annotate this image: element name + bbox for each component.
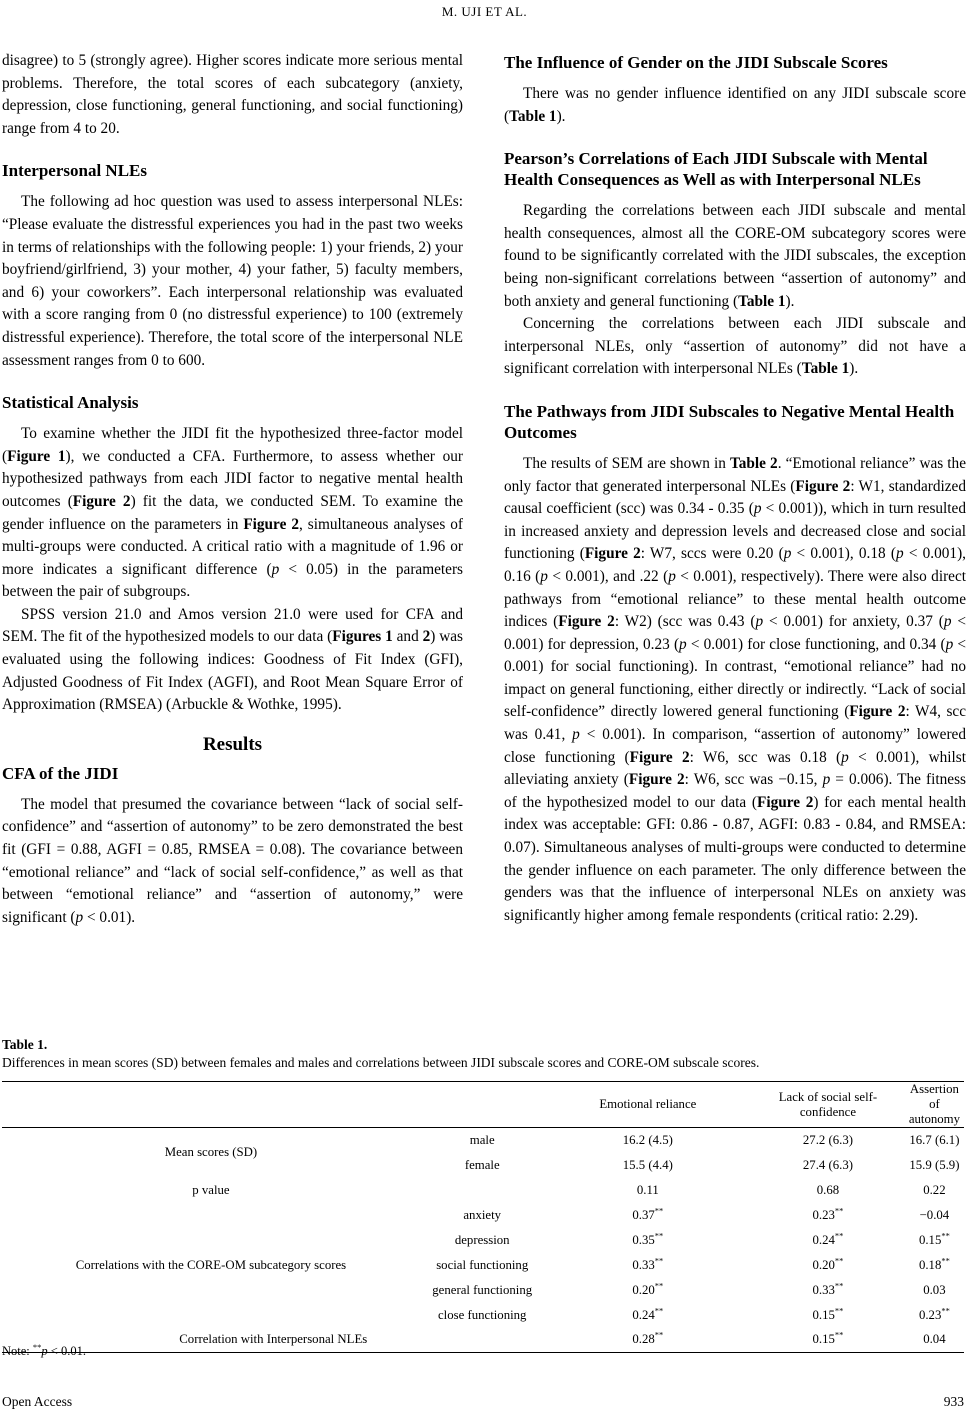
results-table (2, 1081, 964, 1353)
figure-2-ref: Figure 2 (756, 793, 814, 811)
row-label: close functioning (437, 1307, 527, 1322)
cell-value: 0.28 (632, 1332, 655, 1347)
table-cell: 0.22 (923, 1182, 946, 1197)
table-header-cell: Emotional reliance (599, 1097, 697, 1111)
text-run: Concerning the correlations between each JIDI subscale and interpersonal NLEs, only “assertion of autonomy” did not have a significant correlation with interpersonal NLEs ( (504, 315, 966, 378)
row-group-label: Mean scores (SD) (164, 1145, 258, 1160)
table-cell (905, 1278, 964, 1303)
text-run: < 0.001), whilst alleviating anxiety ( (504, 748, 966, 789)
table-cell (751, 1303, 905, 1328)
significance-marker: ** (834, 1255, 844, 1266)
table-cell (751, 1203, 905, 1228)
heading-results: Results (202, 733, 263, 755)
footer-open-access: Open Access (2, 1394, 73, 1409)
table-cell: 27.2 (6.3) (802, 1132, 854, 1147)
p-symbol: p (895, 545, 904, 563)
text-run: There was no gender influence identified on any JIDI subscale score ( (504, 85, 966, 125)
text-run: : W7, sccs were 0.20 ( (640, 545, 784, 563)
text-run: : W6, scc was 0.18 ( (689, 748, 842, 766)
table-cell (751, 1228, 905, 1253)
figure-2-ref: 2 (422, 628, 431, 646)
significance-marker: ** (654, 1205, 664, 1216)
pearson-paragraph-1 (504, 200, 966, 313)
row-label: general functioning (432, 1282, 533, 1297)
text-run: : W2) (scc was 0.43 ( (614, 613, 756, 631)
intro-paragraph: disagree) to 5 (strongly agree). Higher scores indicate more serious mental problems. Therefore, the total scores of each subcategory (anxiety, depression, close functioning, general functioning, and social functioning) range from 4 to 20. (2, 52, 463, 137)
table-caption (2, 1036, 964, 1072)
text-run: ) fit the data, we conducted SEM. To examine the gender influence on the parameters in (2, 492, 464, 533)
table-header-empty (2, 1082, 545, 1128)
cell-value: 0.03 (923, 1282, 946, 1297)
text-run: . “Emotional reliance” was the only factor that generated interpersonal NLEs ( (504, 454, 966, 495)
table-cell: 0.11 (636, 1182, 659, 1197)
figures-ref: Figures 1 (332, 628, 393, 646)
cell-value: 0.23 (918, 1307, 942, 1322)
row-group-label: Correlations with the CORE-OM subcategory scores (75, 1257, 347, 1272)
significance-marker: ** (834, 1205, 844, 1216)
gender-paragraph (504, 83, 966, 128)
table-cell (905, 1228, 964, 1253)
table-cell (545, 1228, 752, 1253)
significance-marker: ** (834, 1329, 844, 1340)
row-label: depression (454, 1232, 510, 1247)
table-header-cell: Lack of social self-confidence (778, 1089, 878, 1119)
text-run: : W6, scc was −0.15, (684, 771, 823, 789)
p-symbol: p (75, 908, 84, 926)
text-run: To examine whether the JIDI fit the hypothesized three-factor model ( (2, 425, 463, 465)
p-symbol: p (755, 613, 764, 631)
significance-marker: ** (654, 1329, 664, 1340)
figure-2-ref: Figure 2 (558, 613, 615, 631)
figure-2-ref: Figure 2 (795, 477, 851, 495)
table-row (2, 1328, 964, 1353)
heading-cfa: CFA of the JIDI (2, 763, 119, 783)
figure-2-ref: Figure 2 (628, 771, 685, 789)
text-run: < 0.01). (83, 908, 136, 926)
row-label: male (469, 1132, 495, 1147)
p-symbol: p (540, 567, 548, 585)
sem-paragraph (504, 453, 966, 927)
text-run: < 0.05) in the parameters between the pair of subgroups. (2, 560, 463, 601)
cell-value: −0.04 (919, 1207, 950, 1222)
table-cell (545, 1278, 752, 1303)
table-row (2, 1178, 964, 1203)
nles-paragraph: The following ad hoc question was used to assess interpersonal NLEs: “Please evaluate the distressful experiences you had in the past two weeks in terms of relationships with the following people: 1) your friends, 2) your boyfriend/girlfriend, 3) your mother, 4) your father, 5) faculty members, and 6) your coworkers”. Each interpersonal relationship was evaluated with a score ranging from 0 (no distressful experience) to 100 (extremely distressful experience). Therefore, the total score of the interpersonal NLE assessment ranges from 0 to 600. (2, 193, 463, 369)
text-run: Regarding the correlations between each JIDI subscale and mental health consequences, almost all the CORE-OM subcategory scores were found to be significantly correlated with the JIDI subscales, the exception being non-significant correlations between “assertion of autonomy” and both anxiety and general functioning ( (504, 202, 966, 310)
text-run: ). (849, 360, 859, 378)
table-1-ref: Table 1 (509, 107, 557, 125)
table-cell (905, 1328, 964, 1353)
significance-marker: ** (654, 1305, 664, 1316)
table-1-ref: Table 1 (738, 292, 786, 310)
text-run: : W1, standardized causal coefficient (scc) was 0.34 - 0.35 ( (504, 477, 966, 518)
p-symbol: p (943, 613, 952, 631)
cell-value: 0.04 (923, 1332, 946, 1347)
table-2-ref: Table 2 (729, 454, 778, 472)
cell-value: 0.15 (812, 1332, 835, 1347)
significance-marker: ** (834, 1280, 844, 1291)
figure-2-ref: Figure 2 (72, 492, 131, 510)
text-run: < 0.001) for depression, 0.23 ( (504, 613, 967, 653)
text-run: The model that presumed the covariance between “lack of social self-confidence” and “assertion of autonomy” to be zero demonstrated the best fit (GFI = 0.88, AGFI = 0.85, RMSEA = 0.08). The covariance between “emotional reliance” and “lack of social self-confidence,” as well as that between “emotional reliance” and “assertion of autonomy,” were significant ( (2, 795, 463, 926)
text-run: < 0.001), 0.18 ( (791, 545, 896, 563)
cell-value: 0.18 (918, 1257, 942, 1272)
table-cell (545, 1203, 752, 1228)
left-column (2, 50, 463, 929)
significance-marker: ** (654, 1230, 664, 1241)
cell-value: 0.20 (812, 1257, 835, 1272)
p-symbol: p (41, 1344, 48, 1359)
p-symbol: p (753, 500, 762, 518)
note-marker: ** (32, 1342, 42, 1352)
row-group-label: Correlation with Interpersonal NLEs (179, 1332, 368, 1347)
text-run: and (392, 628, 423, 646)
row-label: social functioning (436, 1257, 529, 1272)
figure-2-ref: Figure 2 (629, 748, 690, 766)
stats-paragraph-1 (2, 423, 463, 604)
table-caption-text: Differences in mean scores (SD) between females and males and correlations between JIDI subscale scores and CORE-OM subscale scores. (2, 1055, 760, 1070)
row-label: anxiety (463, 1207, 502, 1222)
running-head: M. UJI ET AL. (441, 4, 528, 19)
note-suffix: < 0.01. (47, 1344, 86, 1359)
text-run: The results of SEM are shown in (523, 454, 730, 472)
text-run: < 0.001), and .22 ( (547, 567, 669, 585)
text-run: < 0.001), 0.16 ( (504, 545, 966, 585)
table-row (2, 1128, 964, 1153)
cell-value: 0.24 (632, 1307, 655, 1322)
text-run: < 0.001) for anxiety, 0.37 ( (763, 613, 944, 631)
significance-marker: ** (834, 1230, 844, 1241)
text-run: < 0.001)), which in turn resulted in increased anxiety and depression levels and decreased close and social functioning ( (504, 500, 966, 563)
p-symbol: p (945, 635, 954, 653)
row-label: female (464, 1157, 500, 1172)
figure-2-ref: Figure 2 (849, 703, 906, 721)
significance-marker: ** (941, 1230, 950, 1241)
table-cell: 27.4 (6.3) (802, 1157, 854, 1172)
text-run: < 0.001) for social functioning). In contrast, “emotional reliance” had no impact on general functioning, either directly or indirectly. “Lack of social self-confidence” directly lowered general functioning ( (504, 635, 966, 721)
text-run: < 0.001). In comparison, “assertion of autonomy” lowered close functioning ( (504, 726, 966, 766)
table-cell: 16.7 (6.1) (909, 1132, 960, 1147)
cfa-paragraph (2, 794, 463, 930)
cell-value: 0.23 (812, 1207, 835, 1222)
table-1-ref: Table 1 (801, 360, 850, 378)
significance-marker: ** (834, 1305, 844, 1316)
table-cell: 15.9 (5.9) (909, 1157, 960, 1172)
p-symbol: p (841, 748, 849, 766)
row-label-empty (420, 1178, 545, 1203)
table-cell (751, 1328, 905, 1353)
table-cell: 0.68 (816, 1182, 840, 1197)
cell-value: 0.15 (812, 1307, 835, 1322)
figure-2-ref: Figure 2 (584, 545, 641, 563)
significance-marker: ** (654, 1255, 664, 1266)
cell-value: 0.33 (812, 1282, 835, 1297)
figure-1-ref: Figure 1 (7, 447, 66, 465)
text-run: ). (556, 107, 566, 125)
table-note (2, 1342, 86, 1359)
significance-marker: ** (654, 1280, 664, 1291)
text-run: SPSS version 21.0 and Amos version 21.0 were used for CFA and SEM. The fit of the hypothesized models to our data ( (2, 605, 463, 646)
cell-value: 0.37 (632, 1207, 655, 1222)
table-cell (751, 1253, 905, 1278)
heading-gender-influence: The Influence of Gender on the JIDI Subscale Scores (504, 53, 888, 72)
heading-pathways: The Pathways from JIDI Subscales to Negative Mental Health Outcomes (504, 401, 955, 442)
table-label: Table 1. (2, 1037, 48, 1052)
right-column (504, 52, 966, 927)
text-run: , simultaneous analyses of multi-groups were conducted. A critical ratio with a magnitude of 1.96 or more indicates a significant difference ( (2, 515, 463, 578)
p-symbol: p (271, 560, 280, 578)
row-group-label: p value (192, 1182, 230, 1197)
figure-2-ref: Figure 2 (243, 515, 299, 533)
text-run: < 0.001), respectively). There were also direct pathways from “emotional reliance” to these mental health outcome indices ( (504, 567, 966, 631)
table-header-cell: Assertion of autonomy (908, 1082, 960, 1126)
p-symbol: p (668, 567, 676, 585)
pearson-paragraph-2 (504, 313, 966, 381)
text-run: ), we conducted a CFA. Furthermore, to assess whether our hypothesized pathways from each JIDI factor to negative mental health outcomes ( (2, 447, 463, 510)
table-cell (545, 1253, 752, 1278)
text-run: : W4, scc was 0.41, (504, 703, 966, 744)
table-cell (905, 1253, 964, 1278)
p-symbol: p (783, 545, 792, 563)
text-run: ) was evaluated using the following indices: Goodness of Fit Index (GFI), Adjusted Goodness of Fit Index (AGFI), and Root Mean Square Error of Approximation (RMSEA) (Arbuckle & Wothke, 1995). (2, 628, 463, 714)
significance-marker: ** (941, 1305, 950, 1316)
text-run: = 0.006). The fitness of the hypothesized model to our data ( (504, 771, 966, 811)
note-prefix: Note: (2, 1344, 33, 1359)
table-cell (545, 1303, 752, 1328)
cell-value: 0.35 (632, 1232, 655, 1247)
stats-paragraph-2 (2, 604, 463, 717)
heading-interpersonal-nles: Interpersonal NLEs (2, 161, 147, 181)
heading-pearson-correlations: Pearson’s Correlations of Each JIDI Subscale with Mental Health Consequences as Well as with Interpersonal NLEs (504, 149, 928, 190)
table-cell (905, 1203, 964, 1228)
table-header-row (2, 1082, 964, 1128)
cell-value: 0.15 (918, 1232, 942, 1247)
p-symbol: p (679, 635, 687, 653)
page-number: 933 (943, 1394, 964, 1409)
p-symbol: p (822, 771, 831, 789)
table-cell: 16.2 (4.5) (622, 1132, 673, 1147)
text-run: ) for each mental health index was acceptable: GFI: 0.86 - 0.87, AGFI: 0.83 - 0.84, and RMSEA: 0.07). Simultaneous analyses of multi-groups were conducted to determine the gender influence on each parameter. The only difference between the genders was that the influence of interpersonal NLEs on anxiety was significantly higher among female respondents (critical ratio: 2.29). (504, 793, 967, 924)
table-row (2, 1203, 964, 1228)
table-cell (545, 1328, 752, 1353)
text-run: < 0.001) for close functioning, and 0.34 ( (686, 635, 946, 653)
table-cell: 15.5 (4.4) (622, 1157, 673, 1172)
cell-value: 0.20 (632, 1282, 655, 1297)
table-cell (751, 1278, 905, 1303)
heading-statistical-analysis: Statistical Analysis (2, 393, 139, 413)
p-symbol: p (572, 726, 580, 744)
text-run: ). (785, 292, 795, 310)
significance-marker: ** (941, 1255, 950, 1266)
cell-value: 0.33 (632, 1257, 655, 1272)
cell-value: 0.24 (812, 1232, 835, 1247)
table-cell (905, 1303, 964, 1328)
